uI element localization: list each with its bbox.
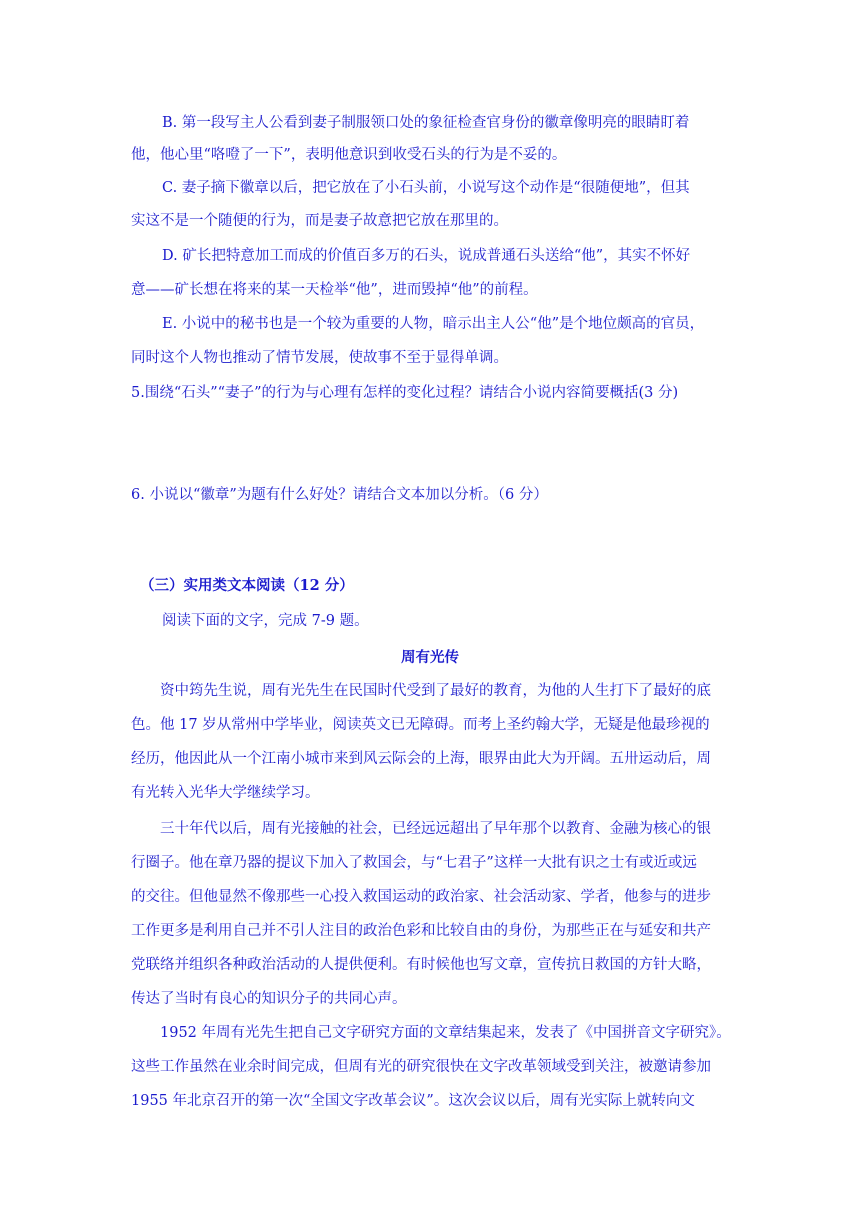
section-instruction: 阅读下面的文字，完成 7-9 题。: [162, 613, 369, 629]
paragraph-1-line-4: 有光转入光华大学继续学习。: [131, 785, 320, 801]
paragraph-1-line-3: 经历，他因此从一个江南小城市来到风云际会的上海，眼界由此大为开阔。五卅运动后，周: [131, 751, 711, 767]
option-b-line-1: B. 第一段写主人公看到妻子制服领口处的象征检查官身份的徽章像明亮的眼睛盯着: [162, 115, 690, 131]
paragraph-3-line-1: 1952 年周有光先生把自己文字研究方面的文章结集起来，发表了《中国拼音文字研究》。: [160, 1025, 731, 1041]
section-heading: （三）实用类文本阅读（12 分）: [140, 577, 354, 594]
option-d-line-1: D. 矿长把特意加工而成的价值百多万的石头，说成普通石头送给“他”，其实不怀好: [162, 248, 691, 264]
paragraph-1-line-1: 资中筠先生说，周有光先生在民国时代受到了最好的教育，为他的人生打下了最好的底: [160, 683, 711, 699]
paragraph-3-line-3: 1955 年北京召开的第一次“全国文字改革会议”。这次会议以后，周有光实际上就转向文: [131, 1093, 695, 1109]
option-b-line-2: 他，他心里“咯噔了一下”，表明他意识到收受石头的行为是不妥的。: [131, 147, 567, 163]
question-6: 6. 小说以“徽章”为题有什么好处？请结合文本加以分析。（6 分）: [131, 487, 548, 503]
paragraph-2-line-4: 工作更多是利用自己并不引人注目的政治色彩和比较自由的身份，为那些正在与延安和共产: [131, 923, 711, 939]
article-title: 周有光传: [401, 649, 459, 666]
paragraph-1-line-2: 色。他 17 岁从常州中学毕业，阅读英文已无障碍。而考上圣约翰大学，无疑是他最珍视的: [131, 717, 710, 733]
paragraph-2-line-5: 党联络并组织各种政治活动的人提供便利。有时候他也写文章，宣传抗日救国的方针大略，: [131, 957, 711, 973]
paragraph-3-line-2: 这些工作虽然在业余时间完成，但周有光的研究很快在文字改革领域受到关注，被邀请参加: [131, 1059, 711, 1075]
option-d-line-2: 意——矿长想在将来的某一天检举“他”，进而毁掉“他”的前程。: [131, 282, 538, 298]
option-e-line-2: 同时这个人物也推动了情节发展，使故事不至于显得单调。: [131, 350, 508, 366]
paragraph-2-line-2: 行圈子。他在章乃器的提议下加入了救国会，与“七君子”这样一大批有识之士有或近或远: [131, 855, 697, 871]
paragraph-2-line-3: 的交往。但他显然不像那些一心投入救国运动的政治家、社会活动家、学者，他参与的进步: [131, 889, 711, 905]
paragraph-2-line-6: 传达了当时有良心的知识分子的共同心声。: [131, 991, 407, 1007]
option-c-line-1: C. 妻子摘下徽章以后，把它放在了小石头前，小说写这个动作是“很随便地”，但其: [162, 180, 690, 196]
paragraph-2-line-1: 三十年代以后，周有光接触的社会，已经远远超出了早年那个以教育、金融为核心的银: [160, 821, 711, 837]
question-5: 5.围绕“石头”“妻子”的行为与心理有怎样的变化过程？请结合小说内容简要概括(3 分): [131, 385, 679, 401]
option-e-line-1: E. 小说中的秘书也是一个较为重要的人物，暗示出主人公“他”是个地位颇高的官员，: [162, 316, 705, 332]
option-c-line-2: 实这不是一个随便的行为，而是妻子故意把它放在那里的。: [131, 213, 508, 229]
